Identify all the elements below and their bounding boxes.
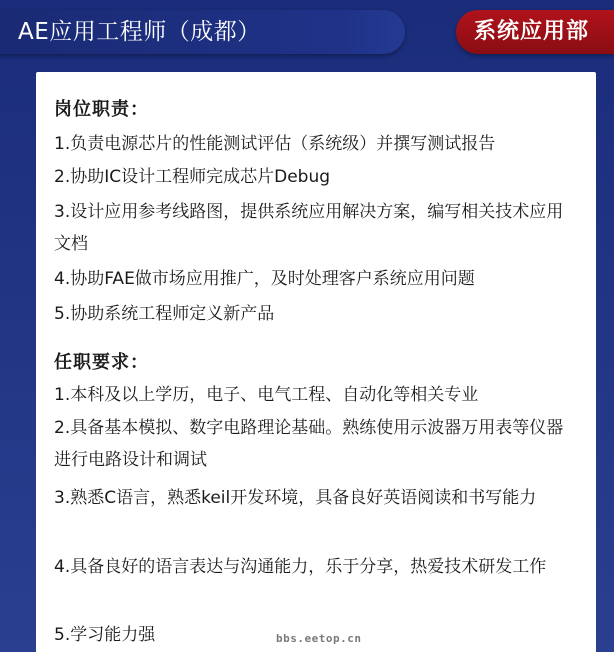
job-title: AE应用工程师（成都） <box>18 19 261 45</box>
requirement-item: 4.具备良好的语言表达与沟通能力，乐于分享，热爱技术研发工作 <box>54 557 547 577</box>
responsibility-item: 5.协助系统工程师定义新产品 <box>54 304 275 324</box>
requirements-heading: 任职要求： <box>54 352 149 373</box>
responsibilities-heading: 岗位职责： <box>54 99 149 120</box>
title-bar <box>0 10 405 54</box>
department-label: 系统应用部 <box>474 19 590 44</box>
responsibility-item: 3.设计应用参考线路图，提供系统应用解决方案，编写相关技术应用文档 <box>54 202 564 254</box>
responsibility-item: 4.协助FAE做市场应用推广，及时处理客户系统应用问题 <box>54 269 475 289</box>
responsibility-item: 1.负责电源芯片的性能测试评估（系统级）并撰写测试报告 <box>54 134 496 154</box>
watermark: bbs.eetop.cn <box>276 632 362 645</box>
responsibility-item: 2.协助IC设计工程师完成芯片Debug <box>54 167 331 187</box>
requirement-item: 2.具备基本模拟、数字电路理论基础。熟练使用示波器万用表等仪器进行电路设计和调试 <box>54 418 564 470</box>
requirement-item: 5.学习能力强 <box>54 625 156 645</box>
requirement-item: 3.熟悉C语言，熟悉keil开发环境，具备良好英语阅读和书写能力 <box>54 488 537 508</box>
requirement-item: 1.本科及以上学历，电子、电气工程、自动化等相关专业 <box>54 385 479 405</box>
department-tag <box>456 10 614 54</box>
